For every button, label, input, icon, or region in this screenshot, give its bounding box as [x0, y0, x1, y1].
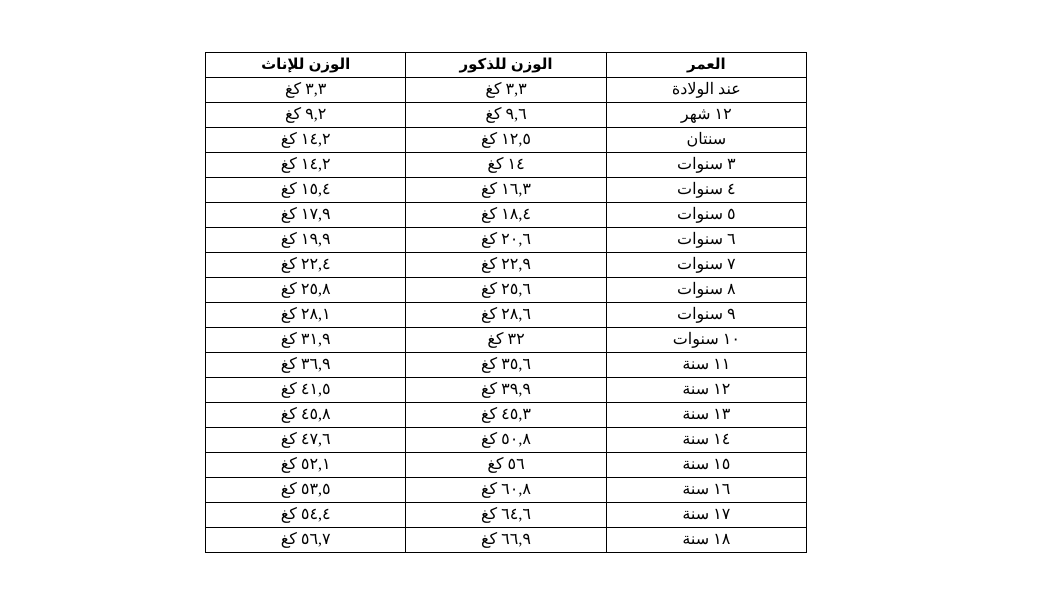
cell-female-weight: ٥٦,٧ كغ — [206, 528, 406, 553]
header-male-weight: الوزن للذكور — [406, 53, 606, 78]
cell-age: ٥ سنوات — [606, 203, 806, 228]
cell-male-weight: ٣,٣ كغ — [406, 78, 606, 103]
cell-male-weight: ٣٩,٩ كغ — [406, 378, 606, 403]
table-row — [206, 503, 807, 528]
cell-male-weight: ٥٠,٨ كغ — [406, 428, 606, 453]
cell-female-weight: ٤١,٥ كغ — [206, 378, 406, 403]
cell-age: ١٨ سنة — [606, 528, 806, 553]
table-header-row — [206, 53, 807, 78]
table-row — [206, 278, 807, 303]
table-row — [206, 78, 807, 103]
cell-female-weight: ٣,٣ كغ — [206, 78, 406, 103]
cell-age: ٨ سنوات — [606, 278, 806, 303]
cell-female-weight: ٥٤,٤ كغ — [206, 503, 406, 528]
cell-age: ٦ سنوات — [606, 228, 806, 253]
cell-female-weight: ٥٢,١ كغ — [206, 453, 406, 478]
cell-male-weight: ٢٨,٦ كغ — [406, 303, 606, 328]
cell-age: ١٣ سنة — [606, 403, 806, 428]
cell-female-weight: ٩,٢ كغ — [206, 103, 406, 128]
table-row — [206, 428, 807, 453]
table-row — [206, 403, 807, 428]
cell-male-weight: ٢٥,٦ كغ — [406, 278, 606, 303]
weight-by-age-table — [205, 52, 807, 553]
cell-female-weight: ٢٢,٤ كغ — [206, 253, 406, 278]
cell-age: ١٢ شهر — [606, 103, 806, 128]
cell-male-weight: ٦٦,٩ كغ — [406, 528, 606, 553]
cell-age: ١٧ سنة — [606, 503, 806, 528]
table-row — [206, 128, 807, 153]
cell-female-weight: ١٤,٢ كغ — [206, 128, 406, 153]
cell-age: ٤ سنوات — [606, 178, 806, 203]
table-row — [206, 253, 807, 278]
cell-female-weight: ٣١,٩ كغ — [206, 328, 406, 353]
cell-male-weight: ٢٢,٩ كغ — [406, 253, 606, 278]
cell-male-weight: ١٨,٤ كغ — [406, 203, 606, 228]
cell-male-weight: ١٤ كغ — [406, 153, 606, 178]
cell-male-weight: ٥٦ كغ — [406, 453, 606, 478]
table-row — [206, 378, 807, 403]
cell-female-weight: ١٧,٩ كغ — [206, 203, 406, 228]
cell-female-weight: ١٩,٩ كغ — [206, 228, 406, 253]
table-row — [206, 303, 807, 328]
table-row — [206, 153, 807, 178]
cell-male-weight: ٦٤,٦ كغ — [406, 503, 606, 528]
cell-age: ٧ سنوات — [606, 253, 806, 278]
cell-age: ٣ سنوات — [606, 153, 806, 178]
cell-female-weight: ٢٥,٨ كغ — [206, 278, 406, 303]
cell-age: ١٤ سنة — [606, 428, 806, 453]
cell-age: ١١ سنة — [606, 353, 806, 378]
cell-age: ١٥ سنة — [606, 453, 806, 478]
table-body — [206, 78, 807, 553]
weight-table-container — [205, 52, 807, 553]
table-row — [206, 528, 807, 553]
cell-age: ١٦ سنة — [606, 478, 806, 503]
cell-male-weight: ٦٠,٨ كغ — [406, 478, 606, 503]
cell-male-weight: ٣٥,٦ كغ — [406, 353, 606, 378]
cell-male-weight: ١٢,٥ كغ — [406, 128, 606, 153]
cell-female-weight: ١٥,٤ كغ — [206, 178, 406, 203]
table-row — [206, 328, 807, 353]
cell-female-weight: ٤٥,٨ كغ — [206, 403, 406, 428]
cell-male-weight: ١٦,٣ كغ — [406, 178, 606, 203]
cell-age: سنتان — [606, 128, 806, 153]
table-row — [206, 203, 807, 228]
table-row — [206, 178, 807, 203]
table-row — [206, 103, 807, 128]
table-row — [206, 353, 807, 378]
cell-male-weight: ٣٢ كغ — [406, 328, 606, 353]
table-row — [206, 228, 807, 253]
cell-female-weight: ٥٣,٥ كغ — [206, 478, 406, 503]
cell-female-weight: ١٤,٢ كغ — [206, 153, 406, 178]
cell-female-weight: ٤٧,٦ كغ — [206, 428, 406, 453]
cell-age: ٩ سنوات — [606, 303, 806, 328]
cell-male-weight: ٩,٦ كغ — [406, 103, 606, 128]
cell-female-weight: ٢٨,١ كغ — [206, 303, 406, 328]
header-female-weight: الوزن للإناث — [206, 53, 406, 78]
cell-age: ١٢ سنة — [606, 378, 806, 403]
cell-male-weight: ٤٥,٣ كغ — [406, 403, 606, 428]
table-row — [206, 478, 807, 503]
cell-age: ١٠ سنوات — [606, 328, 806, 353]
cell-female-weight: ٣٦,٩ كغ — [206, 353, 406, 378]
cell-age: عند الولادة — [606, 78, 806, 103]
table-row — [206, 453, 807, 478]
header-age: العمر — [606, 53, 806, 78]
cell-male-weight: ٢٠,٦ كغ — [406, 228, 606, 253]
